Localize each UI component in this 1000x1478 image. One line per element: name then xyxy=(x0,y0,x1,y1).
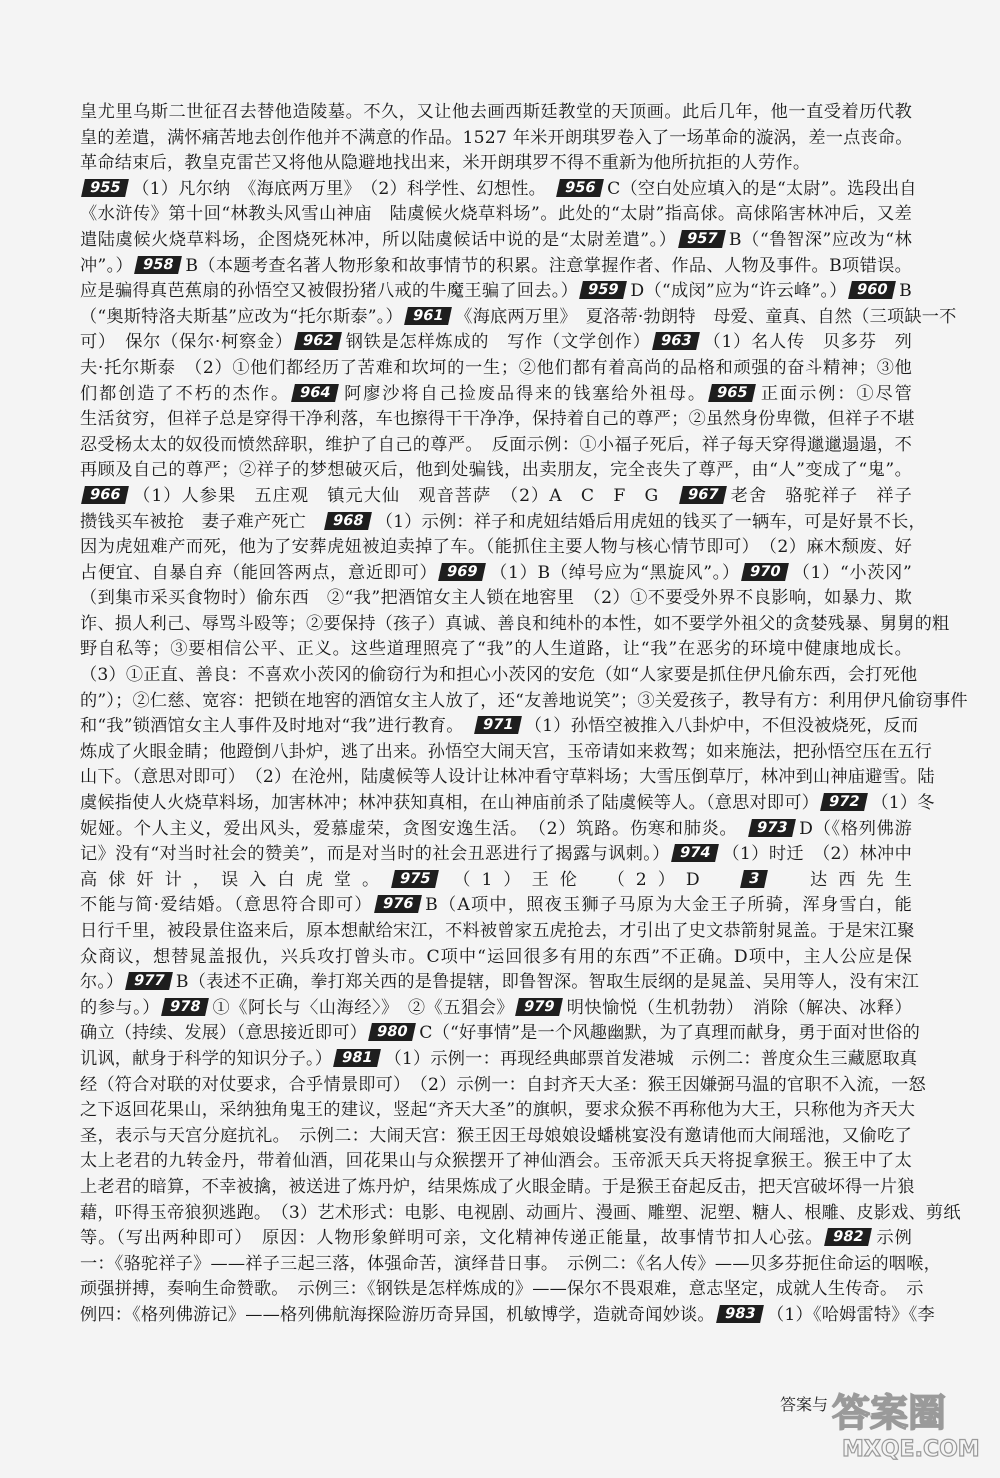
text-line xyxy=(80,765,935,791)
answer-text: 攒钱买车被抢 妻子难产死亡 xyxy=(80,511,324,532)
answer-text: 高俅奸计，误入白虎堂。 xyxy=(80,869,391,890)
text-line xyxy=(80,842,912,868)
answer-text: B xyxy=(899,281,912,302)
answer-text: （1）人参果 五庄观 镇元大仙 观音菩萨 （2）A C F G xyxy=(132,485,678,506)
text-line xyxy=(80,1277,924,1303)
answer-text: B（表述不正确，拳打郑关西的是鲁提辖，即鲁智深。智取生辰纲的是晁盖、吴用等人，没有宋江 xyxy=(175,972,919,993)
answer-text: 冲”。） xyxy=(80,255,134,276)
text-line xyxy=(80,305,957,331)
answer-text xyxy=(771,870,810,890)
answer-text: ①《阿长与〈山海经〉》 ②《五猖会》 xyxy=(212,997,515,1018)
text-line xyxy=(80,458,912,484)
text-line xyxy=(80,893,912,919)
text-line xyxy=(80,1047,918,1073)
answer-text: 皇的差遣，满怀痛苦地去创作他并不满意的作品。1527 年米开朗琪罗卷入了一场革命的漩涡，差一点丧命。 xyxy=(80,127,913,148)
text-line xyxy=(80,714,919,740)
answer-text: 夫·托尔斯泰 （2）①他们都经历了苦难和坎坷的一生；②他们都有着高尚的品格和顽强的奋斗精神；③他 xyxy=(80,357,912,378)
question-number-badge: 3 xyxy=(740,870,768,888)
answer-text: 记》没有“对当时社会的赞美”，而是对当时的社会丑恶进行了揭露与讽刺。） xyxy=(80,844,670,865)
answer-text: 钢铁是怎样炼成的 写作（文学创作） xyxy=(345,332,651,353)
answer-text: 虞候指使人火烧草料场，加害林冲；林冲获知真相，在山神庙前杀了陆虞候等人。（意思对即可） xyxy=(80,793,820,814)
answer-text: 可） 保尔（保尔·柯察金） xyxy=(80,332,293,353)
question-number-badge: 977 xyxy=(125,972,173,990)
text-line xyxy=(80,612,950,638)
question-number-badge: 964 xyxy=(291,384,339,402)
text-line xyxy=(80,970,919,996)
answer-text: 上老君的暗算，不幸被擒，被送进了炼丹炉，结果炼成了火眼金睛。于是猴王奋起反击，把天宫破坏得一片狼 xyxy=(80,1176,915,1197)
answer-text: 《海底两万里》 夏洛蒂·勃朗特 母爱、童真、自然（三项缺一不 xyxy=(455,306,957,327)
answer-text: 们都创造了不朽的杰作。 xyxy=(80,383,291,404)
text-line xyxy=(80,177,917,203)
answer-text: 的”）；②仁慈、宽容：把锁在地窖的酒馆女主人放了，还“友善地说笑”；③关爱孩子，教导有方：利用伊凡偷窃事件 xyxy=(80,690,968,711)
question-number-badge: 969 xyxy=(438,563,486,581)
question-number-badge: 981 xyxy=(333,1049,381,1067)
answer-text: 一：《骆驼祥子》——祥子三起三落，体强命苦，演绎昔日事。 示例二：《名人传》——贝多芬扼住命运的咽喉， xyxy=(80,1253,941,1274)
question-number-badge: 980 xyxy=(368,1023,416,1041)
answer-text: 日行千里，被段景住盗来后，原本想献给宋江，不料被曾家五虎抢去，才引出了史文恭箭射晁盖。于是宋江聚 xyxy=(80,921,915,941)
text-line xyxy=(80,740,932,766)
answer-text: 藉，吓得玉帝狼狈逃跑。 （3）艺术形式：电影、电视剧、动画片、漫画、雕塑、泥塑、糖人、根雕、皮影戏、剪纸 xyxy=(80,1202,961,1223)
answer-text: （1）凡尔纳 《海底两万里》 （2）科学性、幻想性。 xyxy=(132,178,555,199)
watermark-title: 答案圈 xyxy=(832,1391,947,1435)
answer-text: 众商议，想替晁盖报仇，兴兵攻打曾头市。C项中“运回很多有用的东西”不正确。D项中，主人公应是保 xyxy=(80,946,912,967)
text-line xyxy=(80,1201,961,1227)
answer-text: 应是骗得真芭蕉扇的孙悟空又被假扮猪八戒的牛魔王骗了回去。） xyxy=(80,281,579,302)
text-line xyxy=(80,433,912,459)
answer-text: 不能与简·爱结婚。（意思符合即可） xyxy=(80,895,373,916)
answer-text: （1）孙悟空被推入八卦炉中，不但没被烧死，反而 xyxy=(524,716,919,737)
text-line xyxy=(80,126,912,152)
answer-text: 顽强拼搏，奏响生命赞歌。 示例三：《钢铁是怎样炼成的》——保尔不畏艰难，意志坚定，成就人生传奇。 示 xyxy=(80,1279,924,1300)
question-number-badge: 972 xyxy=(820,793,868,811)
question-number-badge: 955 xyxy=(81,179,129,197)
answer-text: 的参与。） xyxy=(80,997,160,1018)
text-line xyxy=(80,510,926,536)
answer-text: 阿廖沙将自己捡废品得来的钱塞给外祖母。 xyxy=(342,383,707,404)
answer-text: （1）示例：祥子和虎妞结婚后用虎妞的钱买了一辆车，可是好景不长， xyxy=(375,511,926,532)
answer-text: （1）时迁 （2）林冲中 xyxy=(722,844,913,865)
text-line xyxy=(80,945,912,971)
text-line xyxy=(80,1252,941,1278)
answer-text: 生活贫穷，但祥子总是穿得干净利落，车也擦得干干净净，保持着自己的尊严；②虽然身份卑微，但祥子不堪 xyxy=(80,409,915,430)
answer-text-block xyxy=(80,100,968,1329)
question-number-badge: 971 xyxy=(474,716,522,734)
answer-text: 和“我”锁酒馆女主人事件及时地对“我”进行教育。 xyxy=(80,716,473,737)
question-number-badge: 966 xyxy=(81,486,129,504)
answer-text: （3）①正直、善良：不喜欢小茨冈的偷窃行为和担心小茨冈的安危（如“人家要是抓住伊凡偷东西，会打死他 xyxy=(80,665,918,686)
text-line xyxy=(80,484,912,510)
text-line xyxy=(80,356,912,382)
question-number-badge: 974 xyxy=(671,844,719,862)
answer-text: C（空白处应填入的是“太尉”。选段出自 xyxy=(607,178,917,199)
answer-text: 正面示例：①尽管 xyxy=(759,383,912,404)
answer-text: 《水浒传》第十回“林教头风雪山神庙 陆虞候火烧草料场”。此处的“太尉”指高俅。高俅陷害林冲后，又差 xyxy=(80,204,912,225)
answer-text: 经（符合对联的对仗要求，合乎情景即可） （2）示例一：自封齐天大圣：猴王因嫌弼马温的官职不入流，一怒 xyxy=(80,1074,926,1095)
text-line xyxy=(80,663,918,689)
question-number-badge: 976 xyxy=(374,895,422,913)
answer-text: 革命结束后，教皇克雷芒又将他从隐避地找出来，米开朗琪罗不得不重新为他所抗拒的人劳作。 xyxy=(80,153,811,174)
answer-text: 炼成了火眼金睛；他蹬倒八卦炉，逃了出来。孙悟空大闹天宫，玉帝请如来救驾；如来施法，把孙悟空压在五行 xyxy=(80,741,932,762)
answer-text: 示例 xyxy=(875,1228,912,1249)
question-number-badge: 975 xyxy=(391,870,439,888)
answer-text: 等。（写出两种即可） 原因：人物形象鲜明可亲，文化精神传递正能量，故事情节扣人心弦。 xyxy=(80,1228,824,1249)
answer-text: B（本题考查名著人物形象和故事情节的积累。注意掌握作者、作品、人物及事件。B项错误。 xyxy=(185,255,912,276)
answer-text: 占便宜、自暴自弃（能回答两点，意近即可） xyxy=(80,562,438,583)
text-line xyxy=(80,1303,935,1329)
text-line xyxy=(80,689,968,715)
text-line xyxy=(80,919,915,945)
text-line xyxy=(80,1124,912,1150)
question-number-badge: 963 xyxy=(652,332,700,350)
answer-text: C（“好事情”是一个风趣幽默，为了真理而献身，勇于面对世俗的 xyxy=(419,1023,921,1044)
answer-text: 确立（持续、发展）（意思接近即可） xyxy=(80,1023,367,1044)
question-number-badge: 956 xyxy=(556,179,604,197)
answer-text: （1）冬 xyxy=(871,793,935,814)
question-number-badge: 978 xyxy=(161,998,209,1016)
answer-text: 老舍 骆驼祥子 祥子 xyxy=(729,485,912,506)
question-number-badge: 967 xyxy=(679,486,727,504)
answer-text: （到集市采买食物时）偷东西 ②“我”把酒馆女主人锁在地窖里 （2）①不要受外界不良影响，如暴力、欺 xyxy=(80,588,912,609)
text-line xyxy=(80,791,935,817)
answer-text: 皇尤里乌斯二世征召去替他造陵墓。不久，又让他去画西斯廷教堂的天顶画。此后几年，他一直受着历代教 xyxy=(80,102,912,122)
answer-text: （1）《哈姆雷特》《李 xyxy=(767,1304,935,1325)
text-line xyxy=(80,330,912,356)
answer-text: 山下。（意思对即可） （2）在沧州，陆虞候等人设计让林冲看守草料场；大雪压倒草厅，林冲到山神庙避雪。陆 xyxy=(80,767,935,788)
question-number-badge: 961 xyxy=(404,307,452,325)
question-number-badge: 979 xyxy=(515,998,563,1016)
question-number-badge: 982 xyxy=(825,1228,873,1246)
answer-text: （1）示例一：再现经典邮票首发港城 示例二：普度众生三藏愿取真 xyxy=(384,1048,918,1069)
text-line xyxy=(80,1226,912,1252)
answer-text: 明快愉悦（生机勃勃） 消除（解决、冰释） xyxy=(566,997,912,1018)
text-line xyxy=(80,817,912,843)
text-line xyxy=(80,535,912,561)
question-number-badge: 973 xyxy=(748,819,796,837)
question-number-badge: 968 xyxy=(325,512,373,530)
watermark-logo xyxy=(828,1382,978,1464)
answer-text: 妮娅。个人主义，爱出风头，爱慕虚荣，贪图安逸生活。 （2）筑路。伤寒和肺炎。 xyxy=(80,818,747,839)
text-line xyxy=(80,1149,912,1175)
text-line xyxy=(80,1175,915,1201)
watermark-url: MXQE.COM xyxy=(842,1437,980,1462)
text-line xyxy=(80,279,912,305)
answer-text: （1）王伦 （2）D xyxy=(442,869,739,890)
answer-text: B（A项中，照夜玉狮子马原为大金王子所骑，浑身雪白，能 xyxy=(425,895,913,916)
answer-text: 尔。） xyxy=(80,972,124,993)
answer-text: 圣，表示与天宫分庭抗礼。 示例二：大闹天宫：猴王因王母娘娘设蟠桃宴没有邀请他而大闹瑶池，又偷吃了 xyxy=(80,1125,912,1146)
question-number-badge: 983 xyxy=(716,1305,764,1323)
answer-text: D（《格列佛游 xyxy=(799,818,912,839)
question-number-badge: 965 xyxy=(708,384,756,402)
text-line xyxy=(80,202,912,228)
answer-text: 太上老君的九转金丹，带着仙酒，回花果山与众猴摆开了神仙酒会。玉帝派天兵天将捉拿猴王。猴王中了太 xyxy=(80,1151,912,1172)
answer-text: 再顾及自己的尊严；②祥子的梦想破灭后，他到处骗钱，出卖朋友，完全丧失了尊严，由“人”变成了“鬼”。 xyxy=(80,460,912,481)
answer-text: 达西先生 xyxy=(810,869,913,890)
answer-text: （1）“小茨冈” xyxy=(792,562,913,583)
question-number-badge: 958 xyxy=(134,256,182,274)
answer-text: 野自私等；③要相信公平、正义。这些道理照亮了“我”的人生道路，让“我”在恶劣的环境中健康地成长。 xyxy=(80,639,912,660)
answer-text: （“奥斯特洛夫斯基”应改为“托尔斯泰”。） xyxy=(80,306,403,327)
text-line xyxy=(80,586,912,612)
answer-text: B（“鲁智深”应改为“林 xyxy=(728,229,912,250)
page-footer-label: 答案与 xyxy=(780,1395,829,1414)
answer-text: 忍受杨太太的奴役而愤然辞职，维护了自己的尊严。 反面示例：①小福子死后，祥子每天穿得邋邋遢遢，不 xyxy=(80,434,912,455)
answer-text: 例四：《格列佛游记》——格列佛航海探险游历奇异国，机敏博学，造就奇闻妙谈。 xyxy=(80,1304,715,1325)
answer-text: （1）B（绰号应为“黑旋风”。） xyxy=(489,562,740,583)
answer-text: （1）名人传 贝多芬 列 xyxy=(702,332,913,353)
text-line xyxy=(80,868,912,894)
text-line xyxy=(80,1021,921,1047)
text-line xyxy=(80,100,912,126)
text-line xyxy=(80,254,912,280)
text-line xyxy=(80,382,912,408)
text-line xyxy=(80,996,912,1022)
question-number-badge: 970 xyxy=(741,563,789,581)
question-number-badge: 962 xyxy=(294,332,342,350)
question-number-badge: 959 xyxy=(579,281,627,299)
text-line xyxy=(80,637,912,663)
answer-text: D（“成闵”应为“许云峰”。） xyxy=(630,281,847,302)
text-line xyxy=(80,1098,916,1124)
answer-text: 因为虎妞难产而死，他为了安葬虎妞被迫卖掉了车。（能抓住主要人物与核心情节即可） （2）麻木颓废、好 xyxy=(80,537,912,558)
answer-text: 讥讽，献身于科学的知识分子。） xyxy=(80,1048,333,1069)
answer-text: 遣陆虞候火烧草料场，企图烧死林冲，所以陆虞候话中说的是“太尉差遣”。） xyxy=(80,229,677,250)
text-line xyxy=(80,407,915,433)
answer-text: 诈、损人利己、辱骂斗殴等；②要保持（孩子）真诚、善良和纯朴的本性，如不要学外祖父的贪婪残暴、舅舅的粗 xyxy=(80,613,950,634)
question-number-badge: 957 xyxy=(678,230,726,248)
answer-text: 之下返回花果山，采纳独角鬼王的建议，竖起“齐天大圣”的旗帜，要求众猴不再称他为大王，只称他为齐天大 xyxy=(80,1100,916,1121)
text-line xyxy=(80,228,912,254)
text-line xyxy=(80,561,912,587)
text-line xyxy=(80,151,912,177)
text-line xyxy=(80,1073,926,1099)
question-number-badge: 960 xyxy=(848,281,896,299)
